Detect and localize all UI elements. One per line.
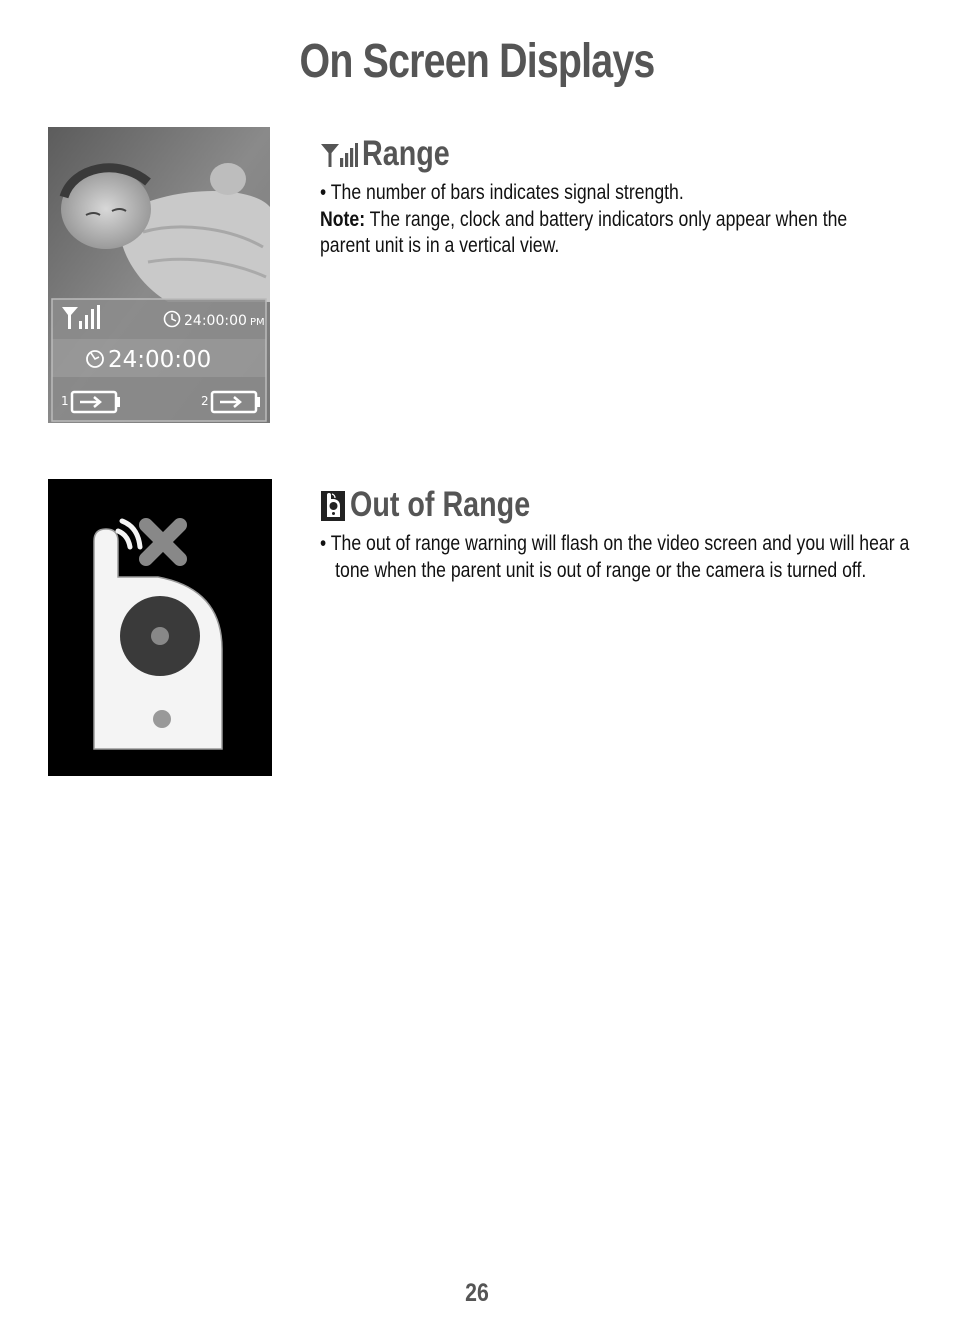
out-of-range-warning-graphic xyxy=(48,479,272,776)
range-heading xyxy=(320,134,900,174)
camera-unit-icon xyxy=(320,488,346,522)
baby-hand xyxy=(210,163,246,195)
out-of-range-heading xyxy=(320,485,900,525)
clock-suffix: PM xyxy=(250,317,265,328)
range-section xyxy=(320,134,900,260)
clock-readout: 24:00:00 xyxy=(184,313,247,329)
out-of-range-section xyxy=(320,485,910,584)
camera-light xyxy=(153,710,171,728)
signal-bars-icon xyxy=(320,140,358,168)
timer-readout: 24:00:00 xyxy=(108,347,212,373)
baby-monitor-display xyxy=(48,127,270,423)
range-heading-text: Range xyxy=(362,134,450,173)
page-title: On Screen Displays xyxy=(299,35,655,88)
out-of-range-bullet: • The out of range warning will flash on the video screen and you will hear a tone when the parent unit is out of range or the camera is turned off. xyxy=(320,532,910,582)
range-note xyxy=(320,207,900,260)
note-text: The range, clock and battery indicators only appear when the parent unit is in a vertical view. xyxy=(320,207,848,257)
battery-2-label: 2 xyxy=(201,394,209,408)
note-label: Note: xyxy=(320,207,366,231)
battery-1-label: 1 xyxy=(61,394,69,408)
out-of-range-heading-text: Out of Range xyxy=(350,485,531,524)
out-of-range-screen-image xyxy=(48,479,272,776)
page-number: 26 xyxy=(465,1279,489,1307)
range-screen-image xyxy=(48,127,270,423)
range-bullet: • The number of bars indicates signal strength. xyxy=(320,181,684,204)
